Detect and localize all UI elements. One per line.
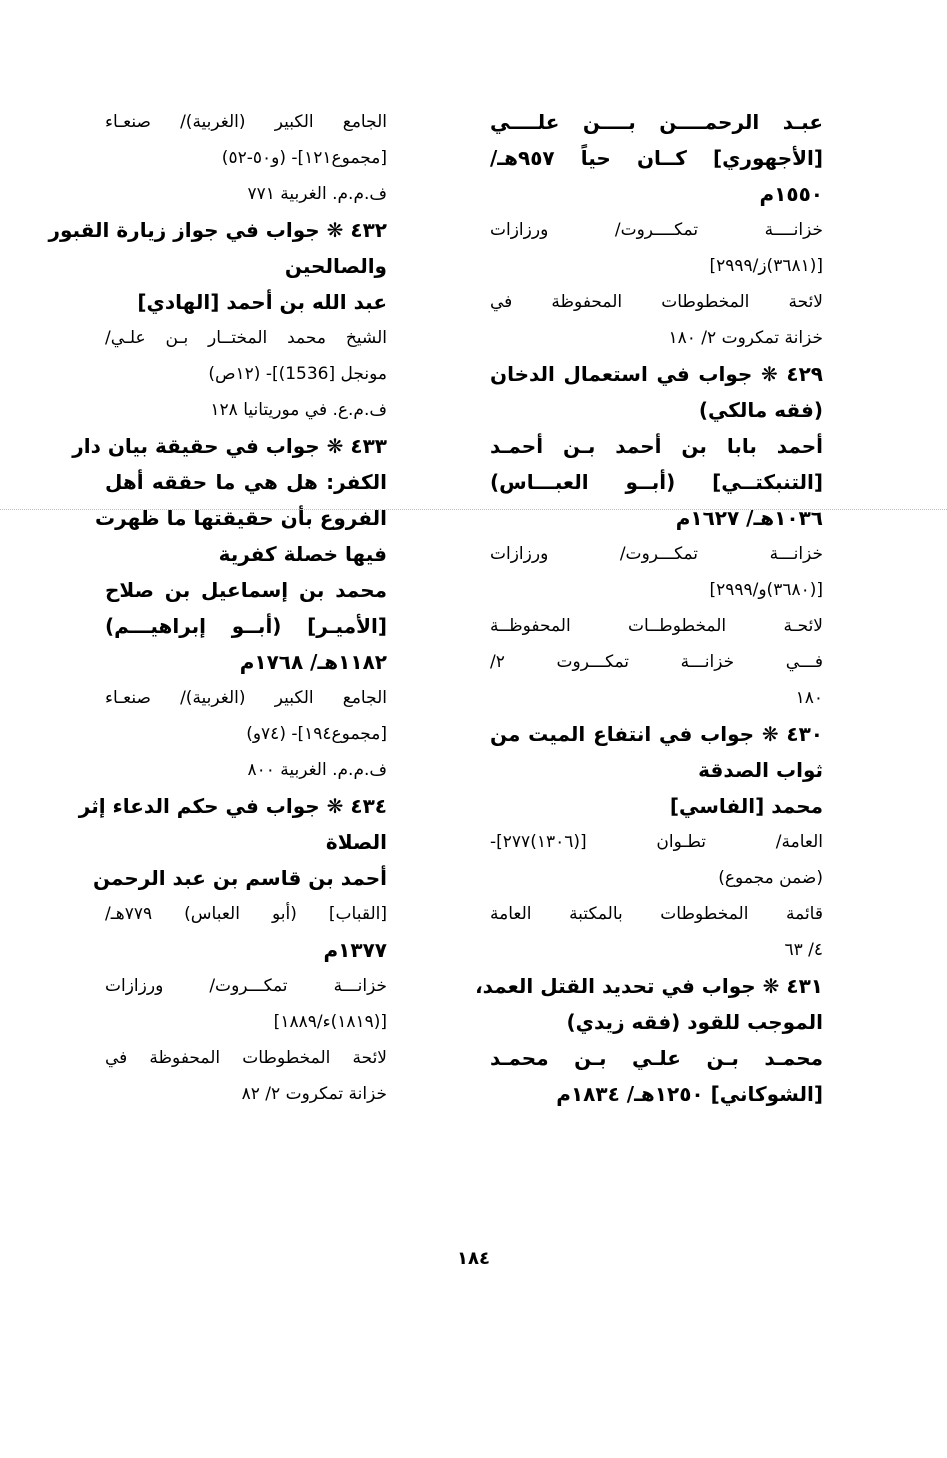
page-number: ١٨٤ [457, 1248, 490, 1269]
right-column-line: ١٠٣٦هـ/ ١٦٢٧م [675, 506, 823, 530]
right-column-line: [(٣٦٨١)ز/٢٩٩٩] [709, 256, 823, 276]
left-column-line: فيها خصلة كفرية [218, 542, 387, 566]
left-column-line: الجامع الكبير (الغربية)/ صنعـاء [105, 112, 387, 132]
left-column-line: الصلاة [325, 830, 387, 854]
left-column-line: [الأميـر] (أبــو إبراهيـــم) [105, 614, 387, 638]
right-column-line: محمـد بـن علـي بـن محمـد [490, 1046, 823, 1070]
right-column-line: خزانة تمكروت ٢/ ١٨٠ [668, 328, 823, 348]
right-column-line: ١٥٥٠م [759, 182, 823, 206]
left-column-line: الجامع الكبير (الغربية)/ صنعـاء [105, 688, 387, 708]
right-column-line: ٤٣١ ❋ جواب في تحديد القتل العمد، [475, 974, 823, 998]
right-column-line: [(٣٦٨٠)و/٢٩٩٩] [709, 580, 823, 600]
right-column-line: ٤٢٩ ❋ جواب في استعمال الدخان [490, 362, 823, 386]
right-column-line: خزانـــة تمكـــروت/ ورزازات [490, 544, 823, 564]
right-column-line: عبـد الرحمــــن بــــن علــــي [490, 110, 823, 134]
left-column-line: الشيخ محمد المختــار بـن علـي/ [105, 328, 387, 348]
left-column [48, 104, 387, 1112]
left-column-line: ٤٣٢ ❋ جواب في جواز زيارة القبور [48, 218, 387, 242]
right-column-line: لائحة المخطوطات المحفوظة في [490, 292, 823, 312]
left-column-line: الكفر: هل هي ما حققه أهل [105, 470, 387, 494]
right-column-line: [الأجهوري] كــان حياً ٩٥٧هـ/ [490, 146, 823, 170]
right-column-line: ٤/ ٦٣ [784, 940, 823, 960]
left-column-line: ١٣٧٧م [323, 938, 387, 962]
left-column-line: [مجموع١٩٤]- (٧٤و) [246, 724, 387, 744]
right-column-line: قائمة المخطوطات بالمكتبة العامة [490, 904, 823, 924]
right-column-line: [التنبكتــي] (أبــو العبـــاس) [490, 470, 823, 494]
left-column-line: لائحة المخطوطات المحفوظة في [105, 1048, 387, 1068]
right-column-line: (فقه مالكي) [698, 398, 823, 422]
right-column-line: ٤٣٠ ❋ جواب في انتفاع الميت من [490, 722, 823, 746]
right-column-line: الموجب للقود (فقه زيدي) [566, 1010, 823, 1034]
left-column-line: [مجموع١٢١]- (و٥٠-٥٢) [221, 148, 387, 168]
left-column-line: مونجل [1536)]- (١٢ص) [208, 364, 387, 384]
right-column-line: خزانــــة تمكــــروت/ ورزازات [490, 220, 823, 240]
left-column-line: ف.م.ع. في موريتانيا ١٢٨ [210, 400, 387, 420]
right-column-line: ١٨٠ [795, 688, 823, 708]
left-column-line: [(١٨١٩)ء/١٨٨٩] [273, 1012, 387, 1032]
right-column-line: محمد [الفاسي] [669, 794, 823, 818]
left-column-line: والصالحين [284, 254, 387, 278]
right-column-line: ثواب الصدقة [698, 758, 823, 782]
right-column-line: العامة/ تطـوان [(١٣٠٦)٢٧٧]- [490, 832, 823, 852]
left-column-line: الفروع بأن حقيقتها ما ظهرت [95, 506, 387, 530]
right-column-line: لائحـة المخطوطــات المحفوظــة [490, 616, 823, 636]
left-column-line: ٤٣٤ ❋ جواب في حكم الدعاء إثر [78, 794, 387, 818]
left-column-line: [القباب] (أبو العباس) ٧٧٩هـ/ [105, 904, 387, 924]
left-column-line: ٤٣٣ ❋ جواب في حقيقة بيان دار [72, 434, 387, 458]
right-column [475, 104, 823, 1112]
right-column-line: أحمد بابا بن أحمد بـن أحمـد [490, 434, 823, 458]
right-column-line: فـــي خزانـــة تمكـــروت ٢/ [490, 652, 823, 672]
left-column-line: ف.م.م. الغربية ٨٠٠ [247, 760, 387, 780]
left-column-line: ف.م.م. الغربية ٧٧١ [247, 184, 387, 204]
left-column-line: أحمد بن قاسم بن عبد الرحمن [92, 866, 387, 890]
left-column-line: محمد بن إسماعيل بن صلاح [105, 578, 387, 602]
left-column-line: ١١٨٢هـ/ ١٧٦٨م [239, 650, 387, 674]
right-column-line: (ضمن مجموع) [718, 868, 823, 888]
left-column-line: خزانة تمكروت ٢/ ٨٢ [241, 1084, 387, 1104]
left-column-line: عبد الله بن أحمد [الهادي] [137, 290, 387, 314]
right-column-line: [الشوكاني] ١٢٥٠هـ/ ١٨٣٤م [556, 1082, 823, 1106]
scan-divider-line [0, 509, 947, 510]
left-column-line: خزانـــة تمكـــروت/ ورزازات [105, 976, 387, 996]
